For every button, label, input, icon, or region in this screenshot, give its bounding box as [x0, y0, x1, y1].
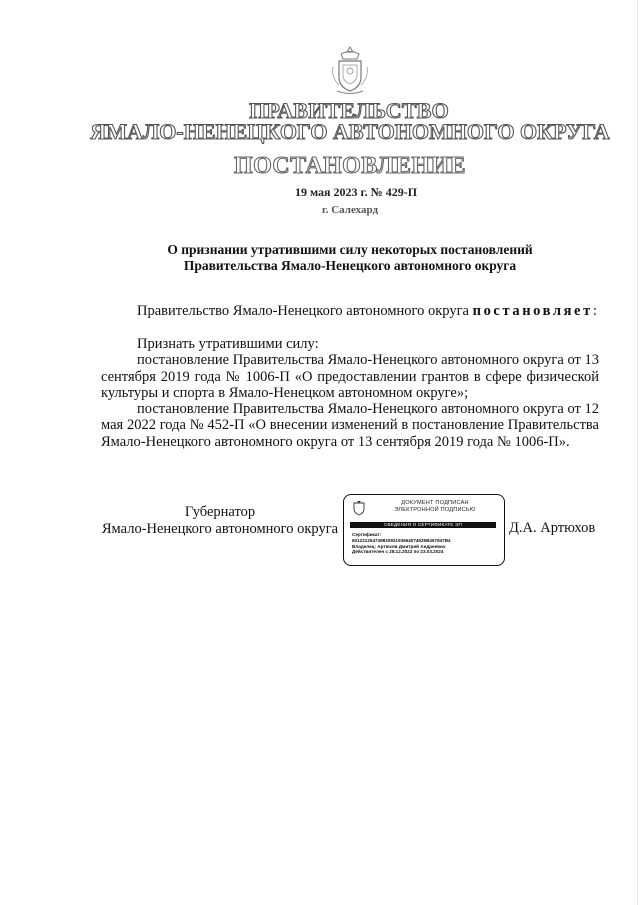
- stamp-cert-label: Сертификат:: [352, 532, 382, 537]
- intro-paragraph: [101, 303, 599, 319]
- document-type: ПОСТАНОВЛЕНИЕ: [234, 153, 466, 179]
- title-line-2: Правительства Ямало-Ненецкого автономного округа: [183, 258, 517, 273]
- position-line-1: Губернатор: [184, 504, 256, 520]
- intro-end: :: [592, 303, 597, 319]
- stamp-owner: Владелец: Артюхов Дмитрий Андреевич: [352, 543, 446, 549]
- position-line-2: Ямало-Ненецкого автономного округа: [101, 520, 339, 537]
- repealed-item-1: постановление Правительства Ямало-Ненецкого автономного округа от 13 сентября 2019 года № 1006-П «О предоставлении грантов в сфере физической культуры и спорта в Ямало-Ненецком автономном округе»;: [101, 352, 599, 401]
- recognize-paragraph: Признать утратившими силу:: [137, 336, 319, 352]
- stamp-heading: [370, 500, 500, 513]
- org-name-line1: ПРАВИТЕЛЬСТВО: [249, 98, 449, 123]
- document-title: [0, 242, 640, 274]
- stamp-validity: Действителен с 28.12.2022 по 23.03.2024: [352, 549, 444, 555]
- coat-of-arms-emblem: [329, 45, 371, 95]
- repealed-item-2: постановление Правительства Ямало-Ненецкого автономного округа от 12 мая 2022 года № 452-П «О внесении изменений в постановление Правительства Ямало-Ненецкого автономного округа от 13 сентября 2019 года № 1006-П».: [101, 401, 599, 450]
- stamp-cert-number: 60122125474982092193664074529B467847B4: [352, 537, 451, 543]
- signatory-position: [100, 504, 340, 537]
- resolution-body: [101, 336, 599, 450]
- resolves-word: постановляет: [472, 303, 593, 319]
- stamp-heading-line1: ДОКУМЕНТ ПОДПИСАН: [401, 500, 469, 506]
- city: г. Салехард: [321, 204, 379, 216]
- org-name-line2: ЯМАЛО-НЕНЕЦКОГО АВТОНОМНОГО ОКРУГА: [90, 119, 610, 144]
- stamp-certificate-info: [352, 532, 500, 555]
- electronic-signature-stamp: [343, 494, 505, 566]
- signatory-name: Д.А. Артюхов: [509, 520, 596, 536]
- stamp-certificate-bar: СВЕДЕНИЯ О СЕРТИФИКАТЕ ЭП: [350, 522, 496, 528]
- stamp-heading-line2: ЭЛЕКТРОННОЙ ПОДПИСЬЮ: [394, 506, 476, 513]
- date-and-number: 19 мая 2023 г. № 429-П: [294, 185, 418, 199]
- intro-text: Правительство Ямало-Ненецкого автономного округа: [137, 303, 473, 319]
- title-line-1: О признании утратившими силу некоторых постановлений: [167, 242, 533, 257]
- emblem-icon: [352, 500, 366, 516]
